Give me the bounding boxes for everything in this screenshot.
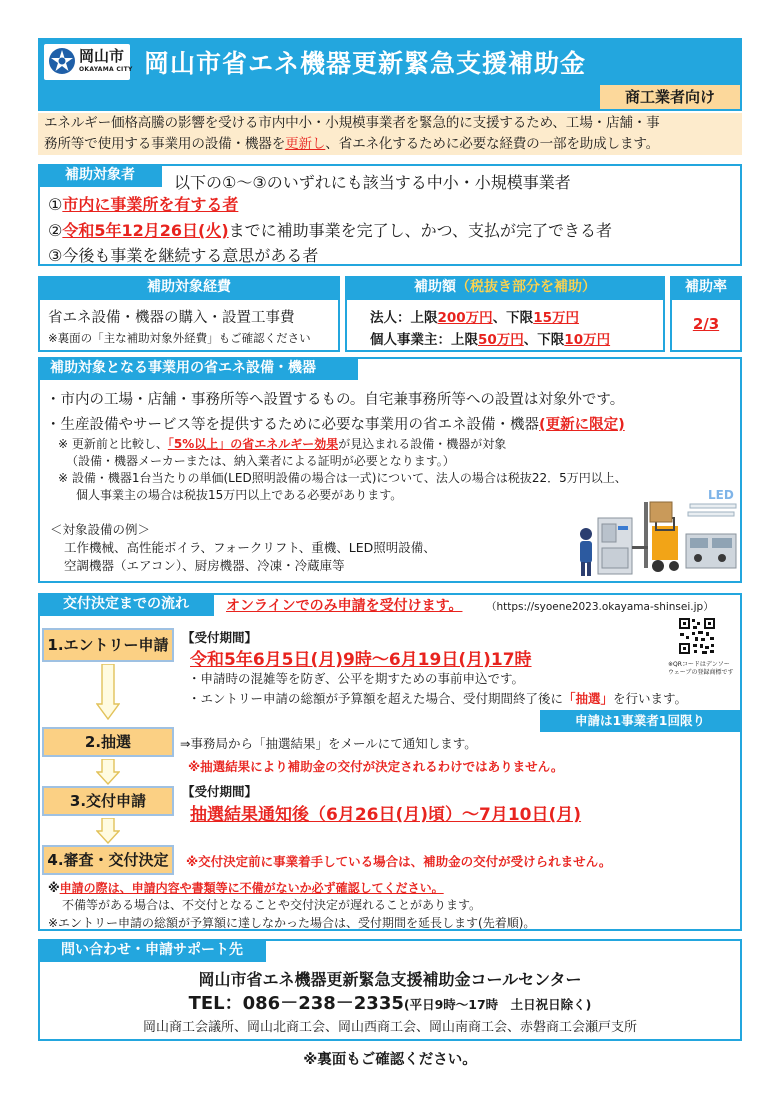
rate-label: 補助率	[670, 276, 742, 299]
item2-num: ②	[48, 221, 63, 240]
led-label: LED	[708, 488, 734, 502]
corp-a: 法人：上限	[370, 310, 438, 326]
flow-arrow-down-icon	[96, 818, 120, 844]
flow-note-1	[48, 879, 444, 896]
equipment-note-1c: （設備・機器メーカーまたは、納入業者による証明が必要となります。）	[66, 454, 455, 468]
equipment-note-2b: 個人事業主の場合は税抜15万円以上である必要があります。	[76, 488, 403, 502]
step-lottery: 2.抽選	[42, 727, 174, 757]
item2-highlight: 令和5年12月26日(火)	[62, 221, 229, 240]
flow-note1-a: ※	[48, 881, 60, 895]
flow-arrow-down-icon	[96, 759, 120, 785]
corp-max: 200万円	[437, 310, 493, 326]
step1-text2-a: ・エントリー申請の総額が予算額を超えた場合、受付期間終了後に	[188, 691, 564, 706]
step-review-decision: 4.審査・交付決定	[42, 845, 174, 875]
online-only-notice: オンラインでのみ申請を受付けます。	[226, 598, 463, 614]
step1-text2-b: を行います。	[613, 691, 688, 706]
amount-label	[345, 276, 665, 299]
step-entry-application: 1.エントリー申請	[42, 628, 174, 662]
equipment-illustration	[572, 488, 740, 580]
amount-label-a: 補助額	[414, 279, 456, 295]
flow-arrow-down-icon	[96, 664, 120, 720]
equip-line2-a: ・生産設備やサービス等を提供するために必要な事業用の省エネ設備・機器	[46, 417, 539, 433]
indiv-min: 10万円	[564, 332, 611, 348]
equipment-label: 補助対象となる事業用の省エネ設備・機器	[38, 357, 358, 380]
amount-corporate	[370, 306, 579, 326]
corp-min: 15万円	[533, 310, 579, 326]
item2-text: までに補助事業を完了し、かつ、支払が完了できる者	[228, 221, 613, 240]
phone-hours: (平日9時～17時 土日祝日除く)	[403, 997, 592, 1012]
equipment-line-2	[46, 413, 625, 434]
step2-warning: ※抽選結果により補助金の交付が決定されるわけではありません。	[188, 759, 564, 774]
intro-text	[38, 113, 742, 155]
phone-number[interactable]: TEL：086－238－2335	[188, 993, 404, 1014]
qr-note-1: ※QRコードはデンソー	[668, 661, 730, 668]
equipment-line-1: ・市内の工場・店舗・事務所等へ設置するもの。自宅兼事務所等への設置は対象外です。	[46, 392, 625, 408]
intro-line-1: エネルギー価格高騰の影響を受ける市内中小・小規模事業者を緊急的に支援するため、工場・店舗・事	[44, 115, 660, 131]
step1-text-1: ・申請時の混雑等を防ぎ、公平を期すための事前申込です。	[188, 671, 525, 686]
contact-phone[interactable]	[40, 989, 740, 1015]
cost-body: 省エネ設備・機器の購入・設置工事費	[48, 310, 295, 326]
examples-heading: ＜対象設備の例＞	[50, 522, 151, 537]
step3-period-date: 抽選結果通知後（6月26日(月)頃）～7月10日(月)	[190, 805, 582, 825]
intro-highlight: 更新し	[285, 136, 326, 152]
cost-note: ※裏面の「主な補助対象外経費」もご確認ください	[48, 331, 311, 345]
logo-text: 岡山市	[79, 47, 125, 65]
item1-text: 市内に事業所を有する者	[62, 195, 239, 214]
eligibility-item-3: ③今後も事業を継続する意思がある者	[48, 246, 319, 265]
intro-line-2	[44, 134, 742, 155]
page-title: 岡山市省エネ機器更新緊急支援補助金	[144, 49, 587, 78]
amount-individual	[370, 328, 610, 348]
one-application-badge: 申請は1事業者1回限り	[540, 710, 740, 732]
eligibility-lead: 以下の①～③のいずれにも該当する中小・小規模事業者	[174, 173, 571, 192]
step1-period-date: 令和5年6月5日(月)9時～6月19日(月)17時	[190, 650, 532, 670]
step2-text: ⇒事務局から「抽選結果」をメールにて通知します。	[180, 736, 477, 751]
indiv-b: 、下限	[523, 332, 565, 348]
cost-label: 補助対象経費	[38, 276, 340, 299]
qr-note-2: ウェーブの登録商標です	[668, 669, 734, 676]
note1-b: が見込まれる設備・機器が対象	[338, 437, 507, 451]
corp-b: 、下限	[492, 310, 534, 326]
step1-text-2	[188, 689, 687, 707]
flow-note-2: ※エントリー申請の総額が予算額に達しなかった場合は、受付期間を延長します(先着順)。	[48, 916, 536, 930]
qr-code-icon[interactable]	[678, 617, 716, 655]
flow-note-1b: 不備等がある場合は、不交付となることや交付決定が遅れることがあります。	[62, 898, 482, 912]
audience-badge: 商工業者向け	[600, 85, 740, 109]
support-organizations: 岡山商工会議所、岡山北商工会、岡山西商工会、岡山南商工会、赤磐商工会瀬戸支所	[142, 1020, 637, 1035]
footer-note: ※裏面もご確認ください。	[303, 1052, 477, 1068]
examples-line-1: 工作機械、高性能ボイラ、フォークリフト、重機、LED照明設備、	[64, 540, 436, 555]
equipment-note-2a: ※ 設備・機器1台当たりの単価(LED照明設備の場合は一式)について、法人の場合は税抜22．5万円以上、	[58, 471, 627, 485]
contact-label: 問い合わせ・申請サポート先	[38, 939, 266, 962]
item1-num: ①	[48, 195, 63, 214]
intro-text-b: 、省エネ化するために必要な経費の一部を助成します。	[325, 136, 660, 152]
equipment-note-1	[58, 436, 506, 453]
city-emblem-icon	[48, 47, 76, 75]
indiv-a: 個人事業主：上限	[370, 332, 478, 348]
indiv-max: 50万円	[478, 332, 524, 348]
equip-line2-highlight: (更新に限定)	[539, 417, 625, 433]
eligibility-item-2	[48, 218, 612, 241]
call-center-name: 岡山市省エネ機器更新緊急支援補助金コールセンター	[198, 970, 582, 989]
flow-note1-highlight: 申請の際は、申請内容や書類等に不備がないか必ず確認してください。	[59, 881, 444, 895]
amount-label-b: （税抜き部分を補助）	[456, 279, 596, 295]
step4-warning: ※交付決定前に事業着手している場合は、補助金の交付が受けられません。	[186, 854, 612, 869]
step1-period-tag: 【受付期間】	[182, 630, 258, 645]
application-url[interactable]: （https://syoene2023.okayama-shinsei.jp）	[486, 601, 714, 613]
flow-label: 交付決定までの流れ	[38, 593, 214, 616]
rate-value: 2/3	[692, 315, 720, 333]
eligibility-label: 補助対象者	[38, 164, 162, 187]
note1-highlight: 「5%以上」の省エネルギー効果	[167, 437, 339, 451]
step3-period-tag: 【受付期間】	[182, 784, 258, 799]
logo-subtext: OKAYAMA CITY	[79, 66, 133, 73]
eligibility-item-1	[48, 192, 238, 215]
step1-text2-highlight: 「抽選」	[563, 691, 614, 706]
note1-a: ※ 更新前と比較し、	[58, 437, 168, 451]
intro-text-a: 務所等で使用する事業用の設備・機器を	[44, 136, 286, 152]
step-grant-application: 3.交付申請	[42, 786, 174, 816]
examples-line-2: 空調機器（エアコン）、厨房機器、冷凍・冷蔵庫等	[64, 558, 345, 573]
